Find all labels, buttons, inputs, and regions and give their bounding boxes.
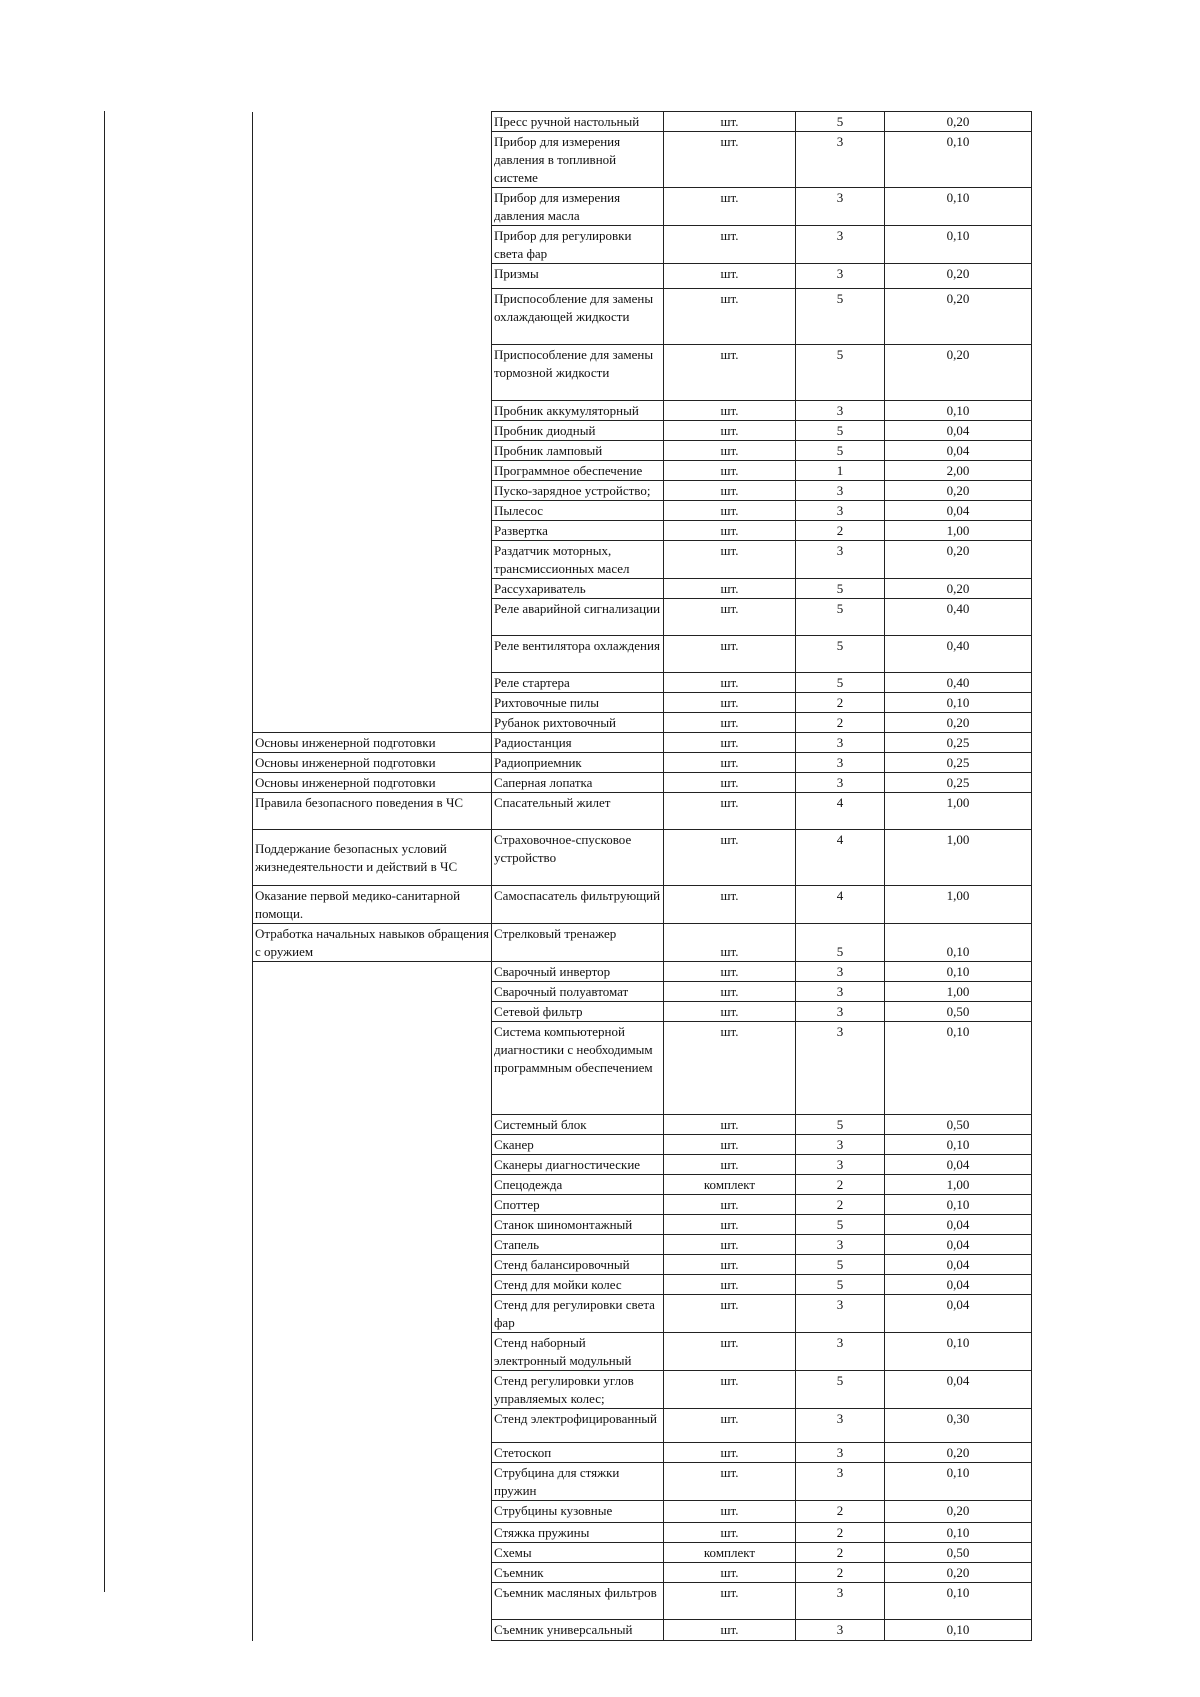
item-unit: шт.	[664, 693, 796, 713]
item-quantity: 5	[796, 1275, 885, 1295]
item-quantity: 3	[796, 1002, 885, 1022]
section-name: Основы инженерной подготовки	[253, 773, 492, 793]
item-coefficient: 1,00	[885, 886, 1032, 924]
item-unit: шт.	[664, 481, 796, 501]
item-quantity: 3	[796, 733, 885, 753]
item-quantity: 5	[796, 441, 885, 461]
item-unit: шт.	[664, 1371, 796, 1409]
item-coefficient: 0,10	[885, 226, 1032, 264]
item-quantity: 3	[796, 753, 885, 773]
section-cell-empty	[253, 112, 492, 733]
item-name: Пылесос	[492, 501, 664, 521]
table-row	[253, 773, 1032, 793]
item-coefficient: 0,10	[885, 1135, 1032, 1155]
item-name: Стенд регулировки углов управляемых колес;	[492, 1371, 664, 1409]
item-quantity: 4	[796, 793, 885, 830]
item-name: Раздатчик моторных, трансмиссионных масел	[492, 541, 664, 579]
item-unit: шт.	[664, 501, 796, 521]
item-coefficient: 0,04	[885, 1215, 1032, 1235]
item-quantity: 5	[796, 599, 885, 636]
item-coefficient: 0,50	[885, 1115, 1032, 1135]
item-unit: шт.	[664, 673, 796, 693]
item-quantity: 5	[796, 1215, 885, 1235]
item-name: Система компьютерной диагностики с необходимым программным обеспечением	[492, 1022, 664, 1115]
item-name: Самоспасатель фильтрующий	[492, 886, 664, 924]
item-unit: комплект	[664, 1543, 796, 1563]
item-unit: шт.	[664, 1333, 796, 1371]
section-cell-empty	[253, 962, 492, 1641]
item-unit: шт.	[664, 924, 796, 962]
item-quantity: 5	[796, 924, 885, 962]
table-row	[253, 733, 1032, 753]
item-unit: шт.	[664, 1463, 796, 1501]
item-quantity: 3	[796, 1135, 885, 1155]
item-name: Развертка	[492, 521, 664, 541]
item-coefficient: 0,20	[885, 264, 1032, 289]
item-coefficient: 1,00	[885, 830, 1032, 886]
item-unit: шт.	[664, 599, 796, 636]
item-coefficient: 0,25	[885, 733, 1032, 753]
item-unit: шт.	[664, 886, 796, 924]
item-quantity: 5	[796, 1115, 885, 1135]
item-unit: шт.	[664, 132, 796, 188]
item-coefficient: 0,25	[885, 773, 1032, 793]
table-row	[253, 886, 1032, 924]
item-coefficient: 1,00	[885, 982, 1032, 1002]
item-unit: шт.	[664, 962, 796, 982]
item-quantity: 5	[796, 673, 885, 693]
item-coefficient: 0,04	[885, 1235, 1032, 1255]
item-name: Стенд электрофицированный	[492, 1409, 664, 1443]
item-name: Стенд балансировочный	[492, 1255, 664, 1275]
equipment-table-body	[253, 112, 1032, 1641]
item-unit: шт.	[664, 1523, 796, 1543]
item-unit: шт.	[664, 1135, 796, 1155]
section-name: Отработка начальных навыков обращения с оружием	[253, 924, 492, 962]
item-coefficient: 0,30	[885, 1409, 1032, 1443]
item-quantity: 3	[796, 401, 885, 421]
item-coefficient: 0,20	[885, 289, 1032, 345]
item-name: Съемник	[492, 1563, 664, 1583]
item-coefficient: 0,40	[885, 636, 1032, 673]
item-coefficient: 0,04	[885, 421, 1032, 441]
item-unit: шт.	[664, 345, 796, 401]
section-name: Поддержание безопасных условий жизнедеятельности и действий в ЧС	[253, 830, 492, 886]
item-quantity: 3	[796, 1583, 885, 1620]
item-coefficient: 0,04	[885, 1155, 1032, 1175]
item-coefficient: 0,20	[885, 1443, 1032, 1463]
item-coefficient: 0,10	[885, 1620, 1032, 1641]
item-unit: шт.	[664, 1022, 796, 1115]
item-unit: шт.	[664, 1295, 796, 1333]
table-row	[253, 753, 1032, 773]
item-quantity: 5	[796, 289, 885, 345]
item-unit: шт.	[664, 1275, 796, 1295]
item-coefficient: 0,25	[885, 753, 1032, 773]
item-quantity: 1	[796, 461, 885, 481]
item-quantity: 3	[796, 1235, 885, 1255]
item-unit: шт.	[664, 1155, 796, 1175]
item-name: Съемник масляных фильтров	[492, 1583, 664, 1620]
item-coefficient: 1,00	[885, 1175, 1032, 1195]
item-name: Саперная лопатка	[492, 773, 664, 793]
item-unit: шт.	[664, 1563, 796, 1583]
item-name: Рубанок рихтовочный	[492, 713, 664, 733]
item-coefficient: 0,10	[885, 1195, 1032, 1215]
item-name: Прибор для измерения давления масла	[492, 188, 664, 226]
item-coefficient: 0,10	[885, 132, 1032, 188]
item-quantity: 2	[796, 1523, 885, 1543]
item-coefficient: 0,10	[885, 924, 1032, 962]
item-quantity: 3	[796, 982, 885, 1002]
item-unit: шт.	[664, 636, 796, 673]
item-coefficient: 0,20	[885, 1563, 1032, 1583]
item-unit: шт.	[664, 1583, 796, 1620]
item-coefficient: 0,10	[885, 1523, 1032, 1543]
item-unit: шт.	[664, 1002, 796, 1022]
item-coefficient: 0,20	[885, 713, 1032, 733]
item-unit: шт.	[664, 1195, 796, 1215]
item-name: Радиостанция	[492, 733, 664, 753]
item-name: Стенд для регулировки света фар	[492, 1295, 664, 1333]
item-unit: шт.	[664, 441, 796, 461]
table-row	[253, 962, 1032, 982]
item-unit: шт.	[664, 1501, 796, 1523]
item-name: Рассухариватель	[492, 579, 664, 599]
item-name: Реле стартера	[492, 673, 664, 693]
item-unit: шт.	[664, 773, 796, 793]
item-quantity: 3	[796, 1295, 885, 1333]
item-name: Реле аварийной сигнализации	[492, 599, 664, 636]
item-name: Приспособление для замены тормозной жидкости	[492, 345, 664, 401]
section-name: Правила безопасного поведения в ЧС	[253, 793, 492, 830]
item-name: Программное обеспечение	[492, 461, 664, 481]
item-unit: шт.	[664, 1255, 796, 1275]
item-unit: шт.	[664, 579, 796, 599]
item-coefficient: 0,04	[885, 1255, 1032, 1275]
item-coefficient: 0,10	[885, 1583, 1032, 1620]
item-unit: комплект	[664, 1175, 796, 1195]
item-quantity: 5	[796, 579, 885, 599]
item-name: Пробник аккумуляторный	[492, 401, 664, 421]
item-quantity: 3	[796, 501, 885, 521]
item-quantity: 3	[796, 264, 885, 289]
table-row	[253, 924, 1032, 962]
item-quantity: 3	[796, 1022, 885, 1115]
item-name: Стенд наборный электронный модульный	[492, 1333, 664, 1371]
item-name: Спецодежда	[492, 1175, 664, 1195]
item-quantity: 3	[796, 1409, 885, 1443]
item-unit: шт.	[664, 264, 796, 289]
item-unit: шт.	[664, 733, 796, 753]
item-name: Радиоприемник	[492, 753, 664, 773]
item-unit: шт.	[664, 1235, 796, 1255]
item-coefficient: 0,04	[885, 441, 1032, 461]
item-name: Спасательный жилет	[492, 793, 664, 830]
item-unit: шт.	[664, 226, 796, 264]
item-name: Сварочный инвертор	[492, 962, 664, 982]
item-unit: шт.	[664, 713, 796, 733]
item-quantity: 2	[796, 1195, 885, 1215]
item-name: Страховочное-спусковое устройство	[492, 830, 664, 886]
item-coefficient: 0,50	[885, 1002, 1032, 1022]
item-name: Прибор для измерения давления в топливной системе	[492, 132, 664, 188]
item-unit: шт.	[664, 1443, 796, 1463]
item-unit: шт.	[664, 401, 796, 421]
item-quantity: 5	[796, 1371, 885, 1409]
item-unit: шт.	[664, 1215, 796, 1235]
item-coefficient: 0,04	[885, 1371, 1032, 1409]
item-name: Стяжка пружины	[492, 1523, 664, 1543]
item-name: Пуско-зарядное устройство;	[492, 481, 664, 501]
section-name: Основы инженерной подготовки	[253, 733, 492, 753]
item-name: Станок шиномонтажный	[492, 1215, 664, 1235]
table-row	[253, 112, 1032, 132]
item-unit: шт.	[664, 289, 796, 345]
item-coefficient: 0,04	[885, 501, 1032, 521]
item-quantity: 3	[796, 1443, 885, 1463]
section-name: Оказание первой медико-санитарной помощи.	[253, 886, 492, 924]
item-name: Сетевой фильтр	[492, 1002, 664, 1022]
item-quantity: 5	[796, 421, 885, 441]
item-coefficient: 0,04	[885, 1275, 1032, 1295]
item-unit: шт.	[664, 421, 796, 441]
item-unit: шт.	[664, 830, 796, 886]
item-coefficient: 2,00	[885, 461, 1032, 481]
item-coefficient: 0,10	[885, 188, 1032, 226]
item-name: Схемы	[492, 1543, 664, 1563]
item-quantity: 3	[796, 1620, 885, 1641]
item-coefficient: 1,00	[885, 521, 1032, 541]
item-unit: шт.	[664, 461, 796, 481]
item-quantity: 5	[796, 112, 885, 132]
item-coefficient: 0,20	[885, 541, 1032, 579]
item-name: Стетоскоп	[492, 1443, 664, 1463]
item-coefficient: 0,04	[885, 1295, 1032, 1333]
item-coefficient: 0,50	[885, 1543, 1032, 1563]
item-coefficient: 0,20	[885, 481, 1032, 501]
item-unit: шт.	[664, 1115, 796, 1135]
item-unit: шт.	[664, 541, 796, 579]
item-quantity: 2	[796, 1543, 885, 1563]
item-quantity: 5	[796, 636, 885, 673]
item-name: Стрелковый тренажер	[492, 924, 664, 962]
item-quantity: 3	[796, 188, 885, 226]
item-quantity: 2	[796, 1175, 885, 1195]
item-coefficient: 1,00	[885, 793, 1032, 830]
item-quantity: 2	[796, 713, 885, 733]
equipment-table	[252, 111, 1032, 1641]
item-quantity: 3	[796, 481, 885, 501]
item-unit: шт.	[664, 521, 796, 541]
item-unit: шт.	[664, 982, 796, 1002]
item-quantity: 3	[796, 1463, 885, 1501]
table-row	[253, 793, 1032, 830]
item-coefficient: 0,20	[885, 1501, 1032, 1523]
item-coefficient: 0,10	[885, 401, 1032, 421]
item-name: Сканеры диагностические	[492, 1155, 664, 1175]
item-quantity: 3	[796, 1333, 885, 1371]
item-quantity: 2	[796, 693, 885, 713]
item-name: Сканер	[492, 1135, 664, 1155]
item-quantity: 2	[796, 1501, 885, 1523]
item-name: Струбцины кузовные	[492, 1501, 664, 1523]
item-coefficient: 0,10	[885, 693, 1032, 713]
item-unit: шт.	[664, 793, 796, 830]
item-coefficient: 0,40	[885, 673, 1032, 693]
item-quantity: 5	[796, 345, 885, 401]
item-coefficient: 0,10	[885, 1022, 1032, 1115]
item-name: Споттер	[492, 1195, 664, 1215]
item-name: Пресс ручной настольный	[492, 112, 664, 132]
section-name: Основы инженерной подготовки	[253, 753, 492, 773]
item-name: Пробник ламповый	[492, 441, 664, 461]
item-name: Призмы	[492, 264, 664, 289]
item-coefficient: 0,10	[885, 962, 1032, 982]
item-coefficient: 0,10	[885, 1333, 1032, 1371]
item-coefficient: 0,10	[885, 1463, 1032, 1501]
item-unit: шт.	[664, 112, 796, 132]
item-quantity: 3	[796, 1155, 885, 1175]
left-border-rule	[104, 111, 105, 1592]
item-quantity: 3	[796, 226, 885, 264]
item-quantity: 5	[796, 1255, 885, 1275]
item-coefficient: 0,20	[885, 579, 1032, 599]
item-quantity: 4	[796, 886, 885, 924]
item-quantity: 3	[796, 541, 885, 579]
item-name: Пробник диодный	[492, 421, 664, 441]
table-row	[253, 830, 1032, 886]
item-name: Сварочный полуавтомат	[492, 982, 664, 1002]
item-name: Системный блок	[492, 1115, 664, 1135]
item-name: Стапель	[492, 1235, 664, 1255]
item-unit: шт.	[664, 188, 796, 226]
item-name: Реле вентилятора охлаждения	[492, 636, 664, 673]
item-unit: шт.	[664, 1409, 796, 1443]
item-coefficient: 0,20	[885, 345, 1032, 401]
item-name: Съемник универсальный	[492, 1620, 664, 1641]
item-quantity: 3	[796, 962, 885, 982]
item-unit: шт.	[664, 1620, 796, 1641]
item-name: Стенд для мойки колес	[492, 1275, 664, 1295]
item-unit: шт.	[664, 753, 796, 773]
item-quantity: 3	[796, 773, 885, 793]
item-name: Приспособление для замены охлаждающей жидкости	[492, 289, 664, 345]
item-quantity: 2	[796, 521, 885, 541]
item-name: Рихтовочные пилы	[492, 693, 664, 713]
item-coefficient: 0,40	[885, 599, 1032, 636]
item-quantity: 4	[796, 830, 885, 886]
item-quantity: 3	[796, 132, 885, 188]
item-name: Прибор для регулировки света фар	[492, 226, 664, 264]
item-quantity: 2	[796, 1563, 885, 1583]
item-coefficient: 0,20	[885, 112, 1032, 132]
item-name: Струбцина для стяжки пружин	[492, 1463, 664, 1501]
